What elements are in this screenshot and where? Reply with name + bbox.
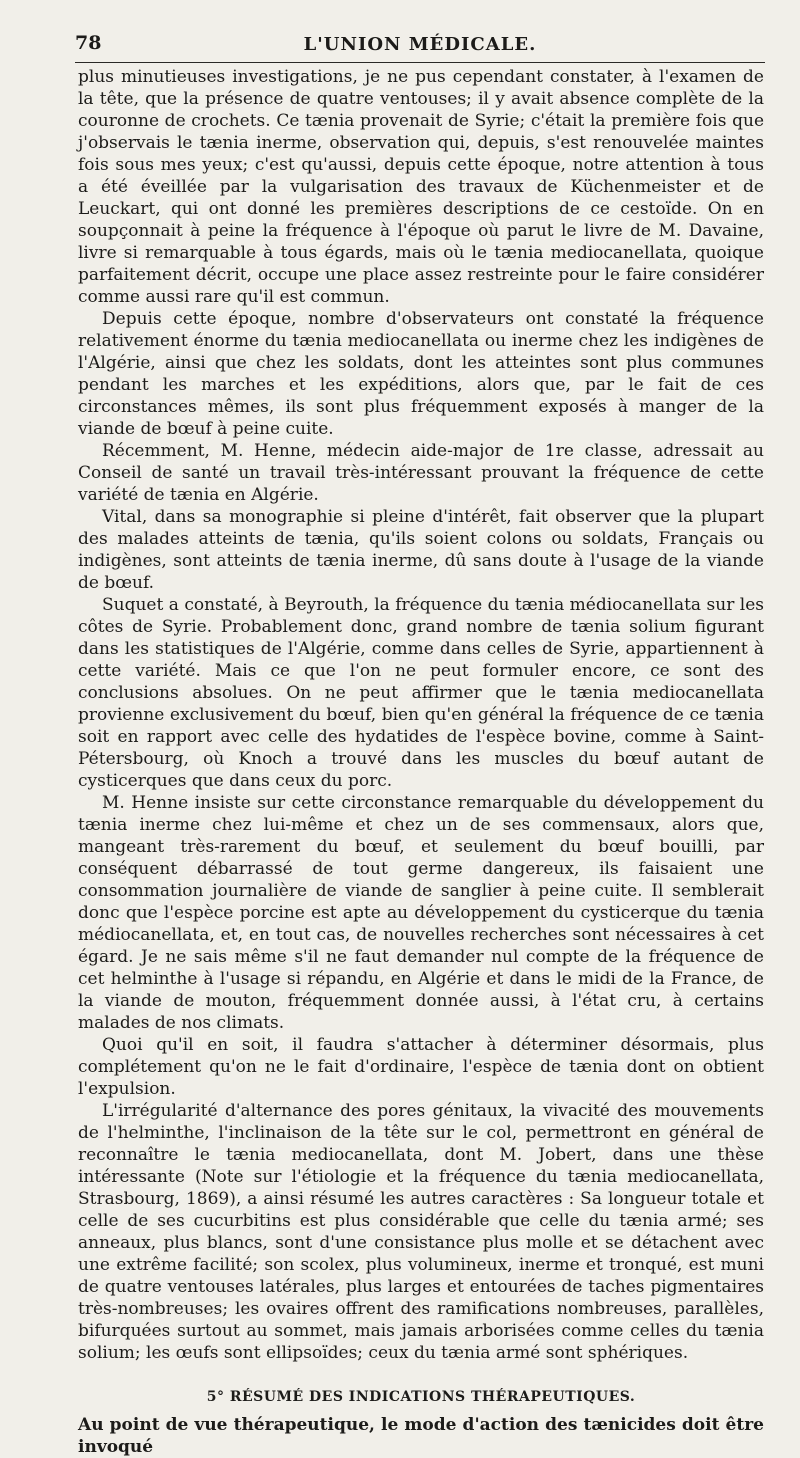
paragraph-5: Suquet a constaté, à Beyrouth, la fréquence du tænia médiocanellata sur les côtes de Syrie. Probablement donc, grand nombre de tænia solium figurant dans les statistiques de l'Algérie, comme dans celles de Syrie, appartiennent à cette variété. Mais ce que l'on ne peut formuler encore, ce sont des conclusions absolues. On ne peut affirmer que le tænia mediocanellata provienne exclusivement du bœuf, bien qu'en général la fréquence de ce tænia soit en rapport avec celle des hydatides de l'espèce bovine, comme à Saint-Pétersbourg, où Knoch a trouvé dans les muscles du bœuf autant de cysticerques que dans ceux du porc. (78, 595, 764, 791)
paragraph-1: plus minutieuses investigations, je ne pus cependant constater, à l'examen de la tête, que la présence de quatre ventouses; il y avait absence complète de la couronne de crochets. Ce tænia provenait de Syrie; c'était la première fois que j'observais le tænia inerme, observation qui, depuis, s'est renouvelée maintes fois sous mes yeux; c'est qu'aussi, depuis cette époque, notre attention à tous a été éveillée par la vulgarisation des travaux de Küchenmeister et de Leuckart, qui ont donné les premières descriptions de ce cestoïde. On en soupçonnait à peine la fréquence à l'époque où parut le livre de M. Davaine, livre si remarquable à tous égards, mais où le tænia mediocanellata, quoique parfaitement décrit, occupe une place assez restreinte pour le faire considérer comme aussi rare qu'il est commun. (78, 67, 764, 307)
section-heading: 5° RÉSUMÉ DES INDICATIONS THÉRAPEUTIQUES. (206, 1389, 636, 1405)
paragraph-4: Vital, dans sa monographie si pleine d'intérêt, fait observer que la plupart des malades atteints de tænia, qu'ils soient colons ou soldats, Français ou indigènes, sont atteints de tænia inerme, dû sans doute à l'usage de la viande de bœuf. (78, 507, 764, 593)
closing-line: Au point de vue thérapeutique, le mode d'action des tænicides doit être invoqué (78, 1415, 764, 1457)
paragraph-8: L'irrégularité d'alternance des pores génitaux, la vivacité des mouvements de l'helminthe, l'inclinaison de la tête sur le col, permettront en général de reconnaître le tænia mediocanellata, dont M. Jobert, dans une thèse intéressante (Note sur l'étiologie et la fréquence du tænia mediocanellata, Strasbourg, 1869), a ainsi résumé les autres caractères : Sa longueur totale et celle de ses cucurbitins est plus considérable que celle du tænia armé; ses anneaux, plus blancs, sont d'une consistance plus molle et se détachent avec une extrême facilité; son scolex, plus volumineux, inerme et tronqué, est muni de quatre ventouses latérales, plus larges et entourées de taches pigmentaires très-nombreuses; les ovaires offrent des ramifications nombreuses, parallèles, bifurquées surtout au sommet, mais jamais arborisées comme celles du tænia solium; les œufs sont ellipsoïdes; ceux du tænia armé sont sphériques. (78, 1101, 764, 1363)
paragraph-3: Récemment, M. Henne, médecin aide-major de 1re classe, adressait au Conseil de santé un travail très-intéressant prouvant la fréquence de cette variété de tænia en Algérie. (78, 441, 764, 505)
body-text (78, 66, 764, 1458)
running-title: L'UNION MÉDICALE. (303, 34, 537, 55)
paragraph-7: Quoi qu'il en soit, il faudra s'attacher à déterminer désormais, plus complétement qu'on ne le fait d'ordinaire, l'espèce de tænia dont on obtient l'expulsion. (78, 1035, 764, 1099)
page-number: 78 (75, 32, 102, 54)
page-header (75, 22, 765, 63)
paragraph-6: M. Henne insiste sur cette circonstance remarquable du développement du tænia inerme chez lui-même et chez un de ses commensaux, alors que, mangeant très-rarement du bœuf, et seulement du bœuf bouilli, par conséquent débarrassé de tout germe dangereux, ils faisaient une consommation journalière de viande de sanglier à peine cuite. Il semblerait donc que l'espèce porcine est apte au développement du cysticerque du tænia médiocanellata, et, en tout cas, de nouvelles recherches sont nécessaires à cet égard. Je ne sais même s'il ne faut demander nul compte de la fréquence de cet helminthe à l'usage si répandu, en Algérie et dans le midi de la France, de la viande de mouton, fréquemment donnée aussi, à l'état cru, à certains malades de nos climats. (78, 793, 764, 1033)
paragraph-2: Depuis cette époque, nombre d'observateurs ont constaté la fréquence relativement énorme du tænia mediocanellata ou inerme chez les indigènes de l'Algérie, ainsi que chez les soldats, dont les atteintes sont plus communes pendant les marches et les expéditions, alors que, par le fait de ces circonstances mêmes, ils sont plus fréquemment exposés à manger de la viande de bœuf à peine cuite. (78, 309, 764, 439)
